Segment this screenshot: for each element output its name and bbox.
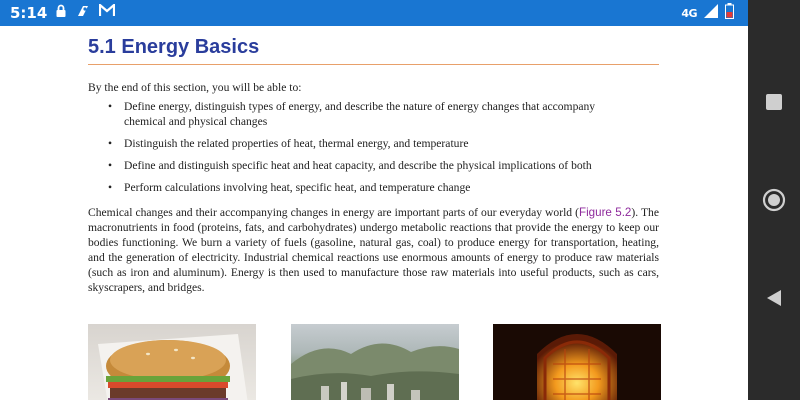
title-divider: [88, 64, 659, 65]
list-item: • Define energy, distinguish types of energy, and describe the nature of energy changes that accompany chemical and physical changes: [88, 99, 659, 129]
objectives-intro: By the end of this section, you will be able to:: [88, 81, 302, 94]
list-item: • Define and distinguish specific heat and heat capacity, and describe the physical implications of both: [88, 158, 659, 173]
signal-icon: [703, 3, 719, 24]
square-icon: [765, 93, 783, 111]
objectives-list: [88, 99, 659, 202]
recents-button[interactable]: [761, 89, 787, 115]
home-button[interactable]: [761, 187, 787, 213]
figure-image-city: [291, 324, 459, 400]
navigation-bar: [748, 0, 800, 400]
paragraph-text: Chemical changes and their accompanying changes in energy are important parts of our everyday world (: [88, 206, 580, 219]
figure-link[interactable]: Figure 5.2: [579, 206, 632, 219]
list-item: • Distinguish the related properties of heat, thermal energy, and temperature: [88, 136, 659, 151]
paragraph-text: ). The macronutrients in food (proteins, fats, and carbohydrates) undergo metabolic reactions that provide the energy to keep our bodies functioning. We burn a variety of fuels (gasoline, natural gas, coal) to produce energy for transportation, heating, and the generation of electricity. Industrial chemical reactions use enormous amounts of energy to produce raw materials (such as iron and aluminum). Energy is then used to manufacture those raw materials into useful products, such as cars, skyscrapers, and bridges.: [88, 206, 659, 294]
lock-icon: [55, 4, 67, 23]
network-label: 4G: [681, 6, 697, 20]
status-bar: [0, 0, 748, 26]
triangle-back-icon: [765, 289, 783, 307]
battery-icon: [725, 3, 734, 24]
pin-icon: [75, 4, 91, 23]
page-title: 5.1 Energy Basics: [88, 36, 260, 58]
figure-image-food: [88, 324, 256, 400]
back-button[interactable]: [761, 285, 787, 311]
circle-icon: [762, 188, 786, 212]
body-paragraph: [88, 205, 659, 295]
list-item: • Perform calculations involving heat, specific heat, and temperature change: [88, 180, 659, 195]
document-page[interactable]: [0, 26, 748, 400]
gmail-icon: [99, 4, 115, 22]
status-time: 5:14: [10, 4, 48, 22]
figure-image-furnace: [493, 324, 661, 400]
